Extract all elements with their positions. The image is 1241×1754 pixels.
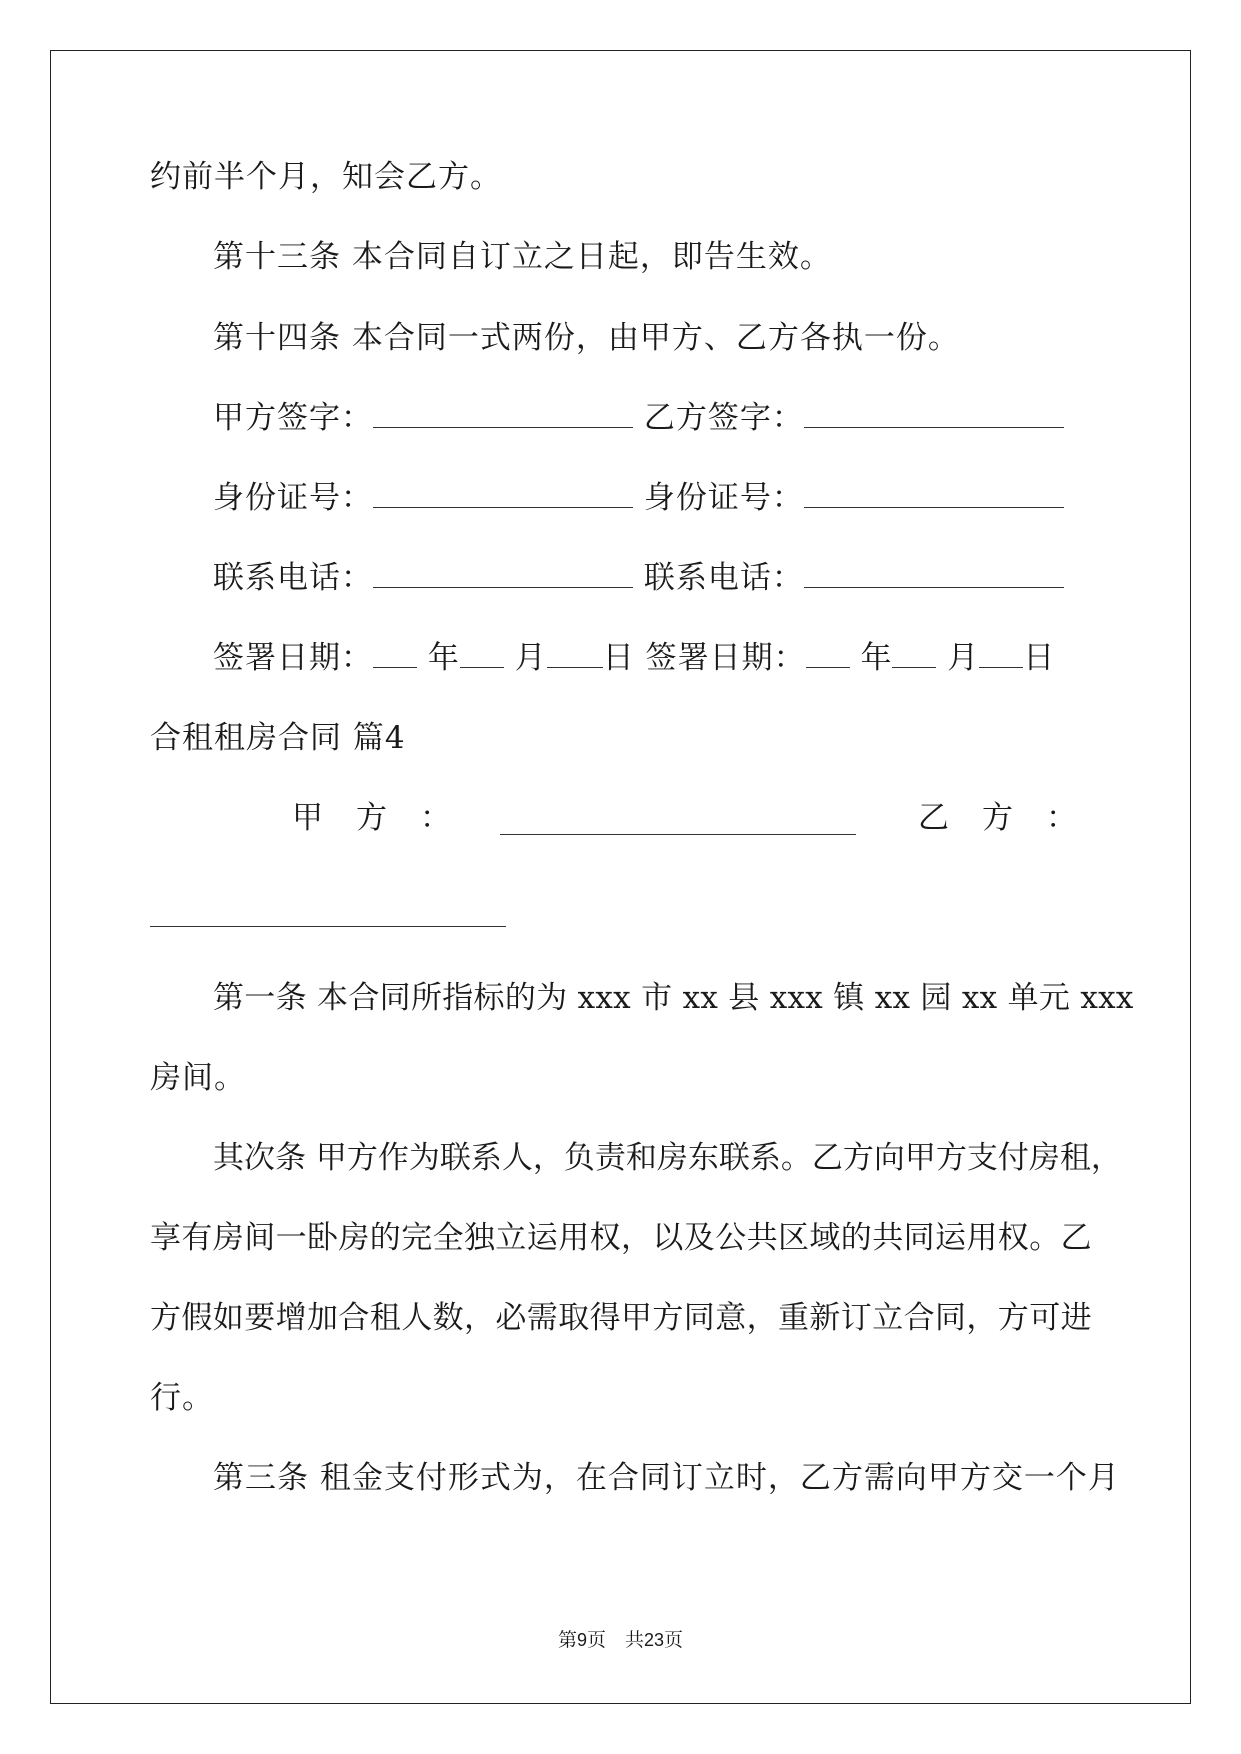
party-b-field[interactable] — [150, 898, 506, 927]
year-label: 年 — [427, 640, 460, 676]
party-a-label: 甲 方 ： — [292, 800, 452, 836]
footer-suffix: 页 — [664, 1629, 684, 1651]
party-b-year-field[interactable] — [806, 639, 850, 668]
party-b-id-field[interactable] — [804, 479, 1064, 508]
party-a-phone-field[interactable] — [373, 559, 633, 588]
total-pages: 23 — [644, 1630, 665, 1650]
article-3-line-1: 第三条 租金支付形式为，在合同订立时，乙方需向甲方交一个月 — [213, 1460, 1120, 1496]
party-b-month-field[interactable] — [892, 639, 936, 668]
party-a-month-field[interactable] — [460, 639, 504, 668]
footer-middle: 页 共 — [586, 1629, 644, 1651]
party-a-signature-label: 甲方签字： — [213, 400, 373, 436]
party-b-signature-field[interactable] — [804, 399, 1064, 428]
article-13: 第十三条 本合同自订立之日起，即告生效。 — [213, 239, 832, 275]
party-a-day-field[interactable] — [547, 639, 603, 668]
party-a-id-field[interactable] — [373, 479, 633, 508]
id-number-row — [213, 478, 1064, 518]
year-label: 年 — [860, 640, 893, 676]
phone-row — [213, 558, 1064, 598]
article-2-line-3: 方假如要增加合租人数，必需取得甲方同意，重新订立合同，方可进 — [150, 1300, 1092, 1336]
party-a-year-field[interactable] — [373, 639, 417, 668]
party-b-label: 乙 方 ： — [918, 800, 1078, 836]
date-row — [213, 638, 1055, 678]
article-14: 第十四条 本合同一式两份，由甲方、乙方各执一份。 — [213, 320, 960, 356]
page-footer — [0, 1628, 1241, 1652]
party-a-signature-field[interactable] — [373, 399, 633, 428]
month-label: 月 — [947, 640, 980, 676]
party-b-date-label: 签署日期： — [645, 640, 806, 676]
day-label: 日 — [1023, 640, 1056, 676]
party-a-date-label: 签署日期： — [213, 640, 373, 676]
page-border — [50, 50, 1191, 1704]
party-b-id-label: 身份证号： — [643, 480, 804, 516]
party-b-phone-label: 联系电话： — [643, 560, 804, 596]
article-2-line-4: 行。 — [150, 1380, 214, 1416]
article-1-line-1: 第一条 本合同所指标的为 xxx 市 xx 县 xxx 镇 xx 园 xx 单元 xxx — [213, 980, 1134, 1016]
party-a-phone-label: 联系电话： — [213, 560, 373, 596]
party-b-signature-label: 乙方签字： — [643, 400, 804, 436]
party-b-phone-field[interactable] — [804, 559, 1064, 588]
party-a-id-label: 身份证号： — [213, 480, 373, 516]
footer-prefix: 第 — [557, 1629, 577, 1651]
article-2-line-1: 其次条 甲方作为联系人，负责和房东联系。乙方向甲方支付房租， — [213, 1140, 1122, 1176]
article-1-line-2: 房间。 — [150, 1060, 246, 1096]
page-number: 9 — [576, 1630, 587, 1650]
month-label: 月 — [514, 640, 547, 676]
article-2-line-2: 享有房间一卧房的完全独立运用权，以及公共区域的共同运用权。乙 — [150, 1220, 1092, 1256]
party-a-field[interactable] — [500, 806, 856, 835]
party-b-day-field[interactable] — [979, 639, 1023, 668]
text-line: 约前半个月，知会乙方。 — [150, 159, 502, 195]
signature-row — [213, 398, 1064, 438]
section-title: 合租租房合同 篇4 — [150, 720, 406, 756]
day-label: 日 — [602, 640, 635, 676]
